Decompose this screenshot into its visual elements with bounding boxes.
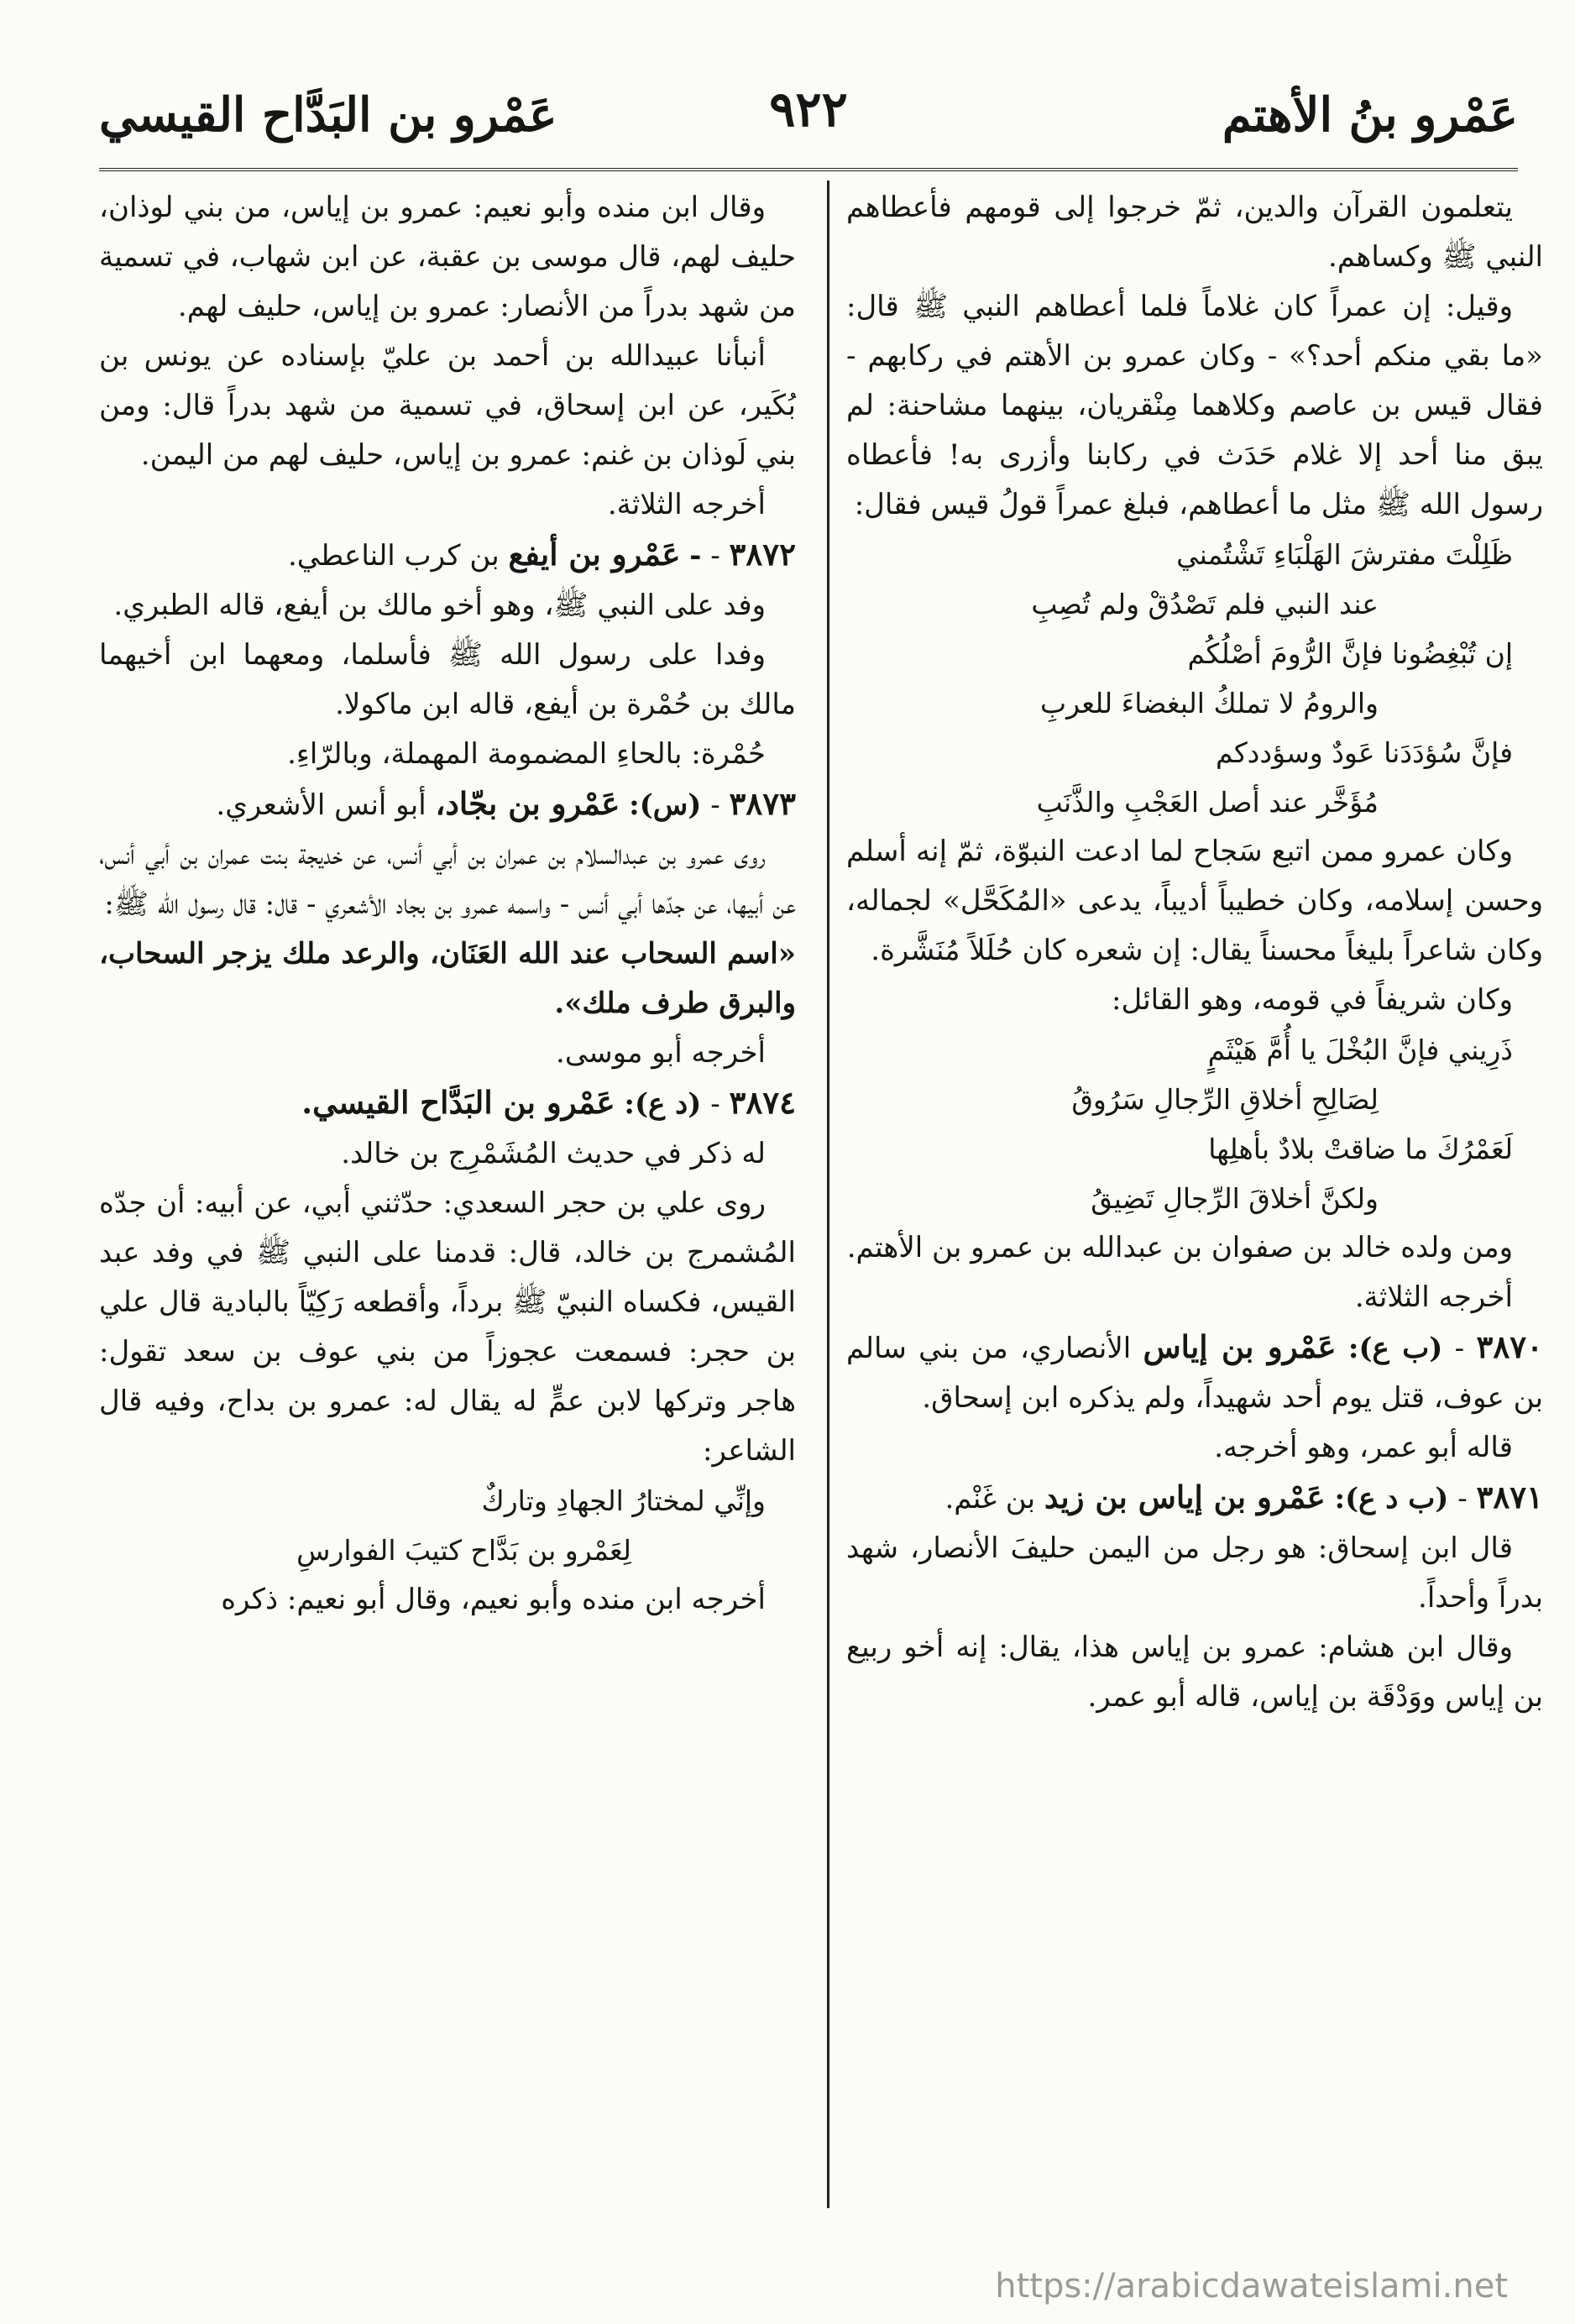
right-column <box>846 183 1543 1722</box>
verse-line: لِعَمْرو بن بَدَّاح كتيبَ الفوارسِ <box>296 1534 631 1567</box>
column-divider <box>827 181 829 2208</box>
paragraph: أخرجه الثلاثة. <box>1354 1280 1513 1314</box>
running-title-right: عَمْرو بنُ الأهتم <box>1222 87 1518 143</box>
paragraph: أخرجه أبو موسى. <box>556 1036 766 1070</box>
left-column <box>99 183 796 1625</box>
paragraph: قاله أبو عمر، وهو أخرجه. <box>1214 1431 1513 1464</box>
paragraph: روى علي بن حجر السعدي: حدّثني أبي، عن أبيه: أن جدّه المُشمرج بن خالد، قال: قدمنا على النبي ﷺ في وفد عبد القيس، فكساه النبيّ ﷺ برداً، وأقطعه رَكِيّاً بالبادية قال علي بن حجر: فسمعت عجوزاً من بني عوف بن سعد تقول: هاجر وتركها لابن عمٍّ له يقال له: عمرو بن بداح، وفيه قال الشاعر: <box>99 1186 796 1468</box>
entry-source-symbol: - <box>689 539 702 573</box>
paragraph: روى عمرو بن عبدالسلام بن عمران بن أبي أنس، عن خديجة بنت عمران بن أبي أنس، عن أبيها، عن جدّها أبي أنس - واسمه عمرو بن بجاد الأشعري - قال: قال رسول الله ﷺ: <box>99 838 796 921</box>
entry-source-symbol: (د ع): <box>624 1087 702 1121</box>
page-header <box>99 77 1518 153</box>
paragraph: وقال ابن هشام: عمرو بن إياس هذا، يقال: إنه أخو ربيع بن إياس ووَدْقَة بن إياس، قاله أبو عمر. <box>846 1630 1543 1714</box>
entry-heading: ٣٨٧٠ - (ب ع): عَمْرو بن إياس الأنصاري، من بني سالم بن عوف، قتل يوم أحد شهيداً، ولم يذكره ابن إسحاق. <box>846 1328 1544 1415</box>
entry-source-symbol: (ب د ع): <box>1334 1482 1449 1515</box>
entry-source-symbol: (س): <box>629 788 702 822</box>
entry-text: أبو أنس الأشعري. <box>216 788 426 822</box>
verse-line: ظَلِلْتَ مفترشَ الهَلْبَاءِ تَشْتُمني <box>1176 538 1513 571</box>
entry-name: عَمْرو بن إياس بن زيد <box>1044 1479 1326 1515</box>
verse-line: فإنَّ سُؤدَدَنا عَودٌ وسؤددكم <box>1216 736 1513 769</box>
entry-heading: ٣٨٧٣ - (س): عَمْرو بن بجّاد، أبو أنس الأشعري. <box>216 785 796 822</box>
entry-heading: ٣٨٧٢ - - عَمْرو بن أيفع بن كرب الناعطي. <box>288 536 796 573</box>
entry-heading: ٣٨٧٤ - (د ع): عَمْرو بن البَدَّاح القيسي. <box>301 1084 796 1121</box>
paragraph: قال ابن إسحاق: هو رجل من اليمن حليفَ الأنصار، شهد بدراً وأحداً. <box>846 1531 1543 1615</box>
watermark-url: https://arabicdawateislami.net <box>995 2267 1508 2306</box>
verse-line: عند النبي فلم تَصْدُقْ ولم تُصِبِ <box>1031 588 1379 620</box>
paragraph: وقيل: إن عمراً كان غلاماً فلما أعطاهم النبي ﷺ قال: «ما بقي منكم أحد؟» - وكان عمرو بن الأهتم في ركابهم - فقال قيس بن عاصم وكلاهما مِنْقريان، بينهما مشاحنة: لم يبق منا أحد إلا غلام حَدَث في ركابنا وأزرى به! فأعطاه رسول الله ﷺ مثل ما أعطاهم، فبلغ عمراً قولُ قيس فقال: <box>846 290 1543 521</box>
paragraph: وقال ابن منده وأبو نعيم: عمرو بن إياس، من بني لوذان، حليف لهم، قال موسى بن عقبة، عن ابن شهاب، في تسمية من شهد بدراً من الأنصار: عمرو بن إياس، حليف لهم. <box>99 191 796 323</box>
verse-line: مُؤَخَّر عند أصل العَجْبِ والذَّنَبِ <box>1036 786 1379 819</box>
hadith-text: «اسم السحاب عند الله العَنَان، والرعد ملك يزجر السحاب، والبرق طرف ملك». <box>99 937 796 1020</box>
entry-name: عَمْرو بن إياس <box>1143 1328 1337 1365</box>
entry-source-symbol: (ب ع): <box>1347 1332 1443 1365</box>
entry-name: عَمْرو بن البَدَّاح القيسي. <box>301 1084 615 1121</box>
verse-line: ولكنَّ أخلاقَ الرِّجالِ تَضِيقُ <box>1091 1182 1379 1215</box>
paragraph: يتعلمون القرآن والدين، ثمّ خرجوا إلى قومهم فأعطاهم النبي ﷺ وكساهم. <box>846 191 1543 274</box>
header-rule <box>99 168 1518 171</box>
verse-line: وإنِّي لمختارُ الجهادِ وتاركٌ <box>481 1484 766 1517</box>
entry-name: عَمْرو بن أيفع <box>508 536 681 573</box>
paragraph: أنبأنا عبيدالله بن أحمد بن عليّ بإسناده عن يونس بن بُكَير، عن ابن إسحاق، في تسمية من شهد بدراً قال: ومن بني لَوذان بن غنم: عمرو بن إياس، حليف لهم من اليمن. <box>99 339 796 472</box>
verse-line: ذَرِيني فإنَّ البُخْلَ يا أُمَّ هَيْثَمٍ <box>1207 1034 1513 1066</box>
entry-number: ٣٨٧٠ <box>1476 1328 1544 1365</box>
paragraph: وفدا على رسول الله ﷺ فأسلما، ومعهما ابن أخيهما مالك بن حُمْرة بن أيفع، قاله ابن ماكولا. <box>99 638 796 721</box>
page-number: ٩٢٢ <box>769 81 848 138</box>
paragraph: وكان شريفاً في قومه، وهو القائل: <box>1111 983 1513 1017</box>
entry-text: بن كرب الناعطي. <box>288 539 500 573</box>
paragraph: وفد على النبي ﷺ، وهو أخو مالك بن أيفع، قاله الطبري. <box>113 589 766 622</box>
verse-line: والرومُ لا تملكُ البغضاءَ للعربِ <box>1040 687 1379 720</box>
verse-line: إن تُبْغِضُونا فإنَّ الرُّومَ أصْلُكُم <box>1187 637 1513 670</box>
paragraph: له ذكر في حديث المُشَمْرِج بن خالد. <box>341 1137 766 1170</box>
paragraph: أخرجه ابن منده وأبو نعيم، وقال أبو نعيم: ذكره <box>221 1583 766 1616</box>
entry-number: ٣٨٧٤ <box>729 1084 796 1121</box>
paragraph: وكان عمرو ممن اتبع سَجاح لما ادعت النبوّة، ثمّ إنه أسلم وحسن إسلامه، وكان خطيباً أديباً، يدعى «المُكَحَّل» لجماله، وكان شاعراً بليغاً محسناً يقال: إن شعره كان حُلَلاً مُنَشَّرة. <box>846 835 1543 967</box>
entry-name: عَمْرو بن بجّاد، <box>435 785 620 822</box>
entry-heading: ٣٨٧١ - (ب د ع): عَمْرو بن إياس بن زيد بن غَنْم. <box>944 1479 1543 1515</box>
verse-line: لَعَمْرُكَ ما ضاقتْ بلادٌ بأهلِها <box>1208 1133 1513 1165</box>
running-title-left: عَمْرو بن البَدَّاح القيسي <box>99 87 557 143</box>
entry-number: ٣٨٧٣ <box>729 785 796 822</box>
verse-line: لِصَالِحِ أخلاقِ الرِّجالِ سَرُوقُ <box>1071 1083 1379 1116</box>
entry-number: ٣٨٧١ <box>1476 1479 1543 1515</box>
paragraph: أخرجه الثلاثة. <box>607 488 766 521</box>
entry-text: بن غَنْم. <box>944 1482 1036 1515</box>
entry-text: الأنصاري، من بني سالم بن عوف، قتل يوم أحد شهيداً، ولم يذكره ابن إسحاق. <box>846 1332 1543 1415</box>
paragraph: ومن ولده خالد بن صفوان بن عبدالله بن عمرو بن الأهتم. <box>846 1231 1513 1264</box>
entry-number: ٣٨٧٢ <box>729 536 796 573</box>
paragraph: حُمْرة: بالحاءِ المضمومة المهملة، وبالرّاءِ. <box>287 737 766 771</box>
